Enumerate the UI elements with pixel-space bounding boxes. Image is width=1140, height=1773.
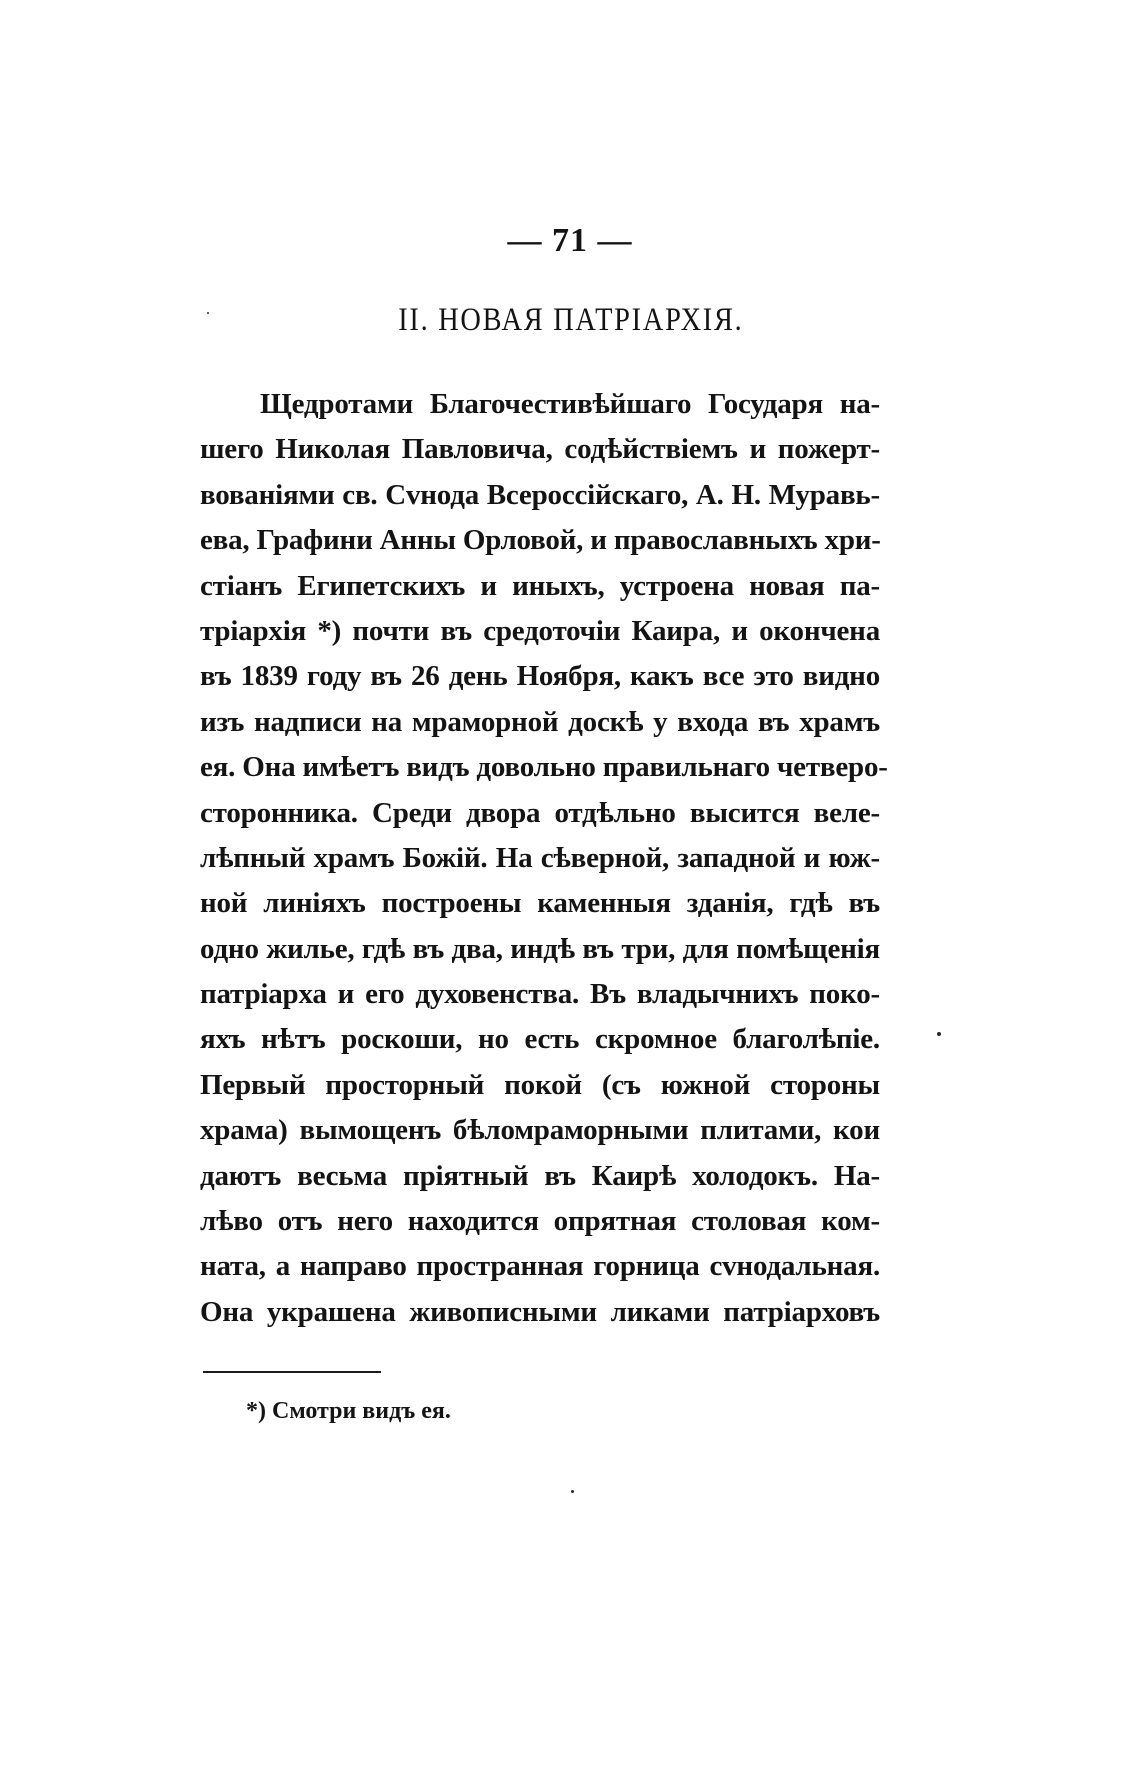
body-line: въ 1839 году въ 26 день Ноября, какъ все это видно bbox=[200, 660, 880, 693]
ink-speck bbox=[571, 1490, 574, 1493]
body-line: одно жилье, гдѣ въ два, индѣ въ три, для помѣщенія bbox=[200, 932, 880, 965]
body-text bbox=[200, 382, 888, 1335]
body-line: ева, Графини Анны Орловой, и православныхъ хри- bbox=[200, 524, 881, 557]
chapter-title: II. НОВАЯ ПАТРІАРХІЯ. bbox=[398, 302, 744, 338]
page-number: — 71 — bbox=[507, 222, 633, 259]
body-line: стіанъ Египетскихъ и иныхъ, устроена новая па- bbox=[200, 569, 880, 602]
body-line: тріархія *) почти въ средоточіи Каира, и окончена bbox=[200, 614, 880, 647]
body-line: ной линіяхъ построены каменныя зданія, гдѣ въ bbox=[200, 887, 880, 920]
body-line: яхъ нѣтъ роскоши, но есть скромное благолѣпіе. bbox=[200, 1023, 880, 1056]
body-line: лѣпный храмъ Божій. На сѣверной, западной и юж- bbox=[200, 841, 880, 874]
body-line: Щедротами Благочестивѣйшаго Государя на- bbox=[260, 388, 880, 420]
body-line: изъ надписи на мраморной доскѣ у входа въ храмъ bbox=[200, 705, 880, 738]
body-line: вованіями св. Сvнода Всероссійскаго, А. Н. Муравь- bbox=[200, 478, 880, 511]
body-line: лѣво отъ него находится опрятная столовая ком- bbox=[200, 1205, 880, 1238]
body-line: патріарха и его духовенства. Въ владычнихъ поко- bbox=[200, 978, 880, 1011]
body-line: сторонника. Среди двора отдѣльно высится веле- bbox=[200, 796, 880, 829]
body-line: Первый просторный покой (съ южной стороны bbox=[200, 1068, 880, 1101]
body-line: ната, а направо пространная горница сvнодальная. bbox=[200, 1250, 880, 1283]
body-line: ея. Она имѣетъ видъ довольно правильнаго четверо- bbox=[200, 751, 888, 784]
body-line: Она украшена живописными ликами патріарховъ bbox=[200, 1295, 880, 1328]
ink-speck bbox=[937, 1032, 941, 1036]
footnote-divider bbox=[203, 1371, 381, 1373]
body-line: храма) вымощенъ бѣломраморными плитами, кои bbox=[200, 1114, 880, 1147]
body-line: шего Николая Павловича, содѣйствіемъ и пожерт- bbox=[200, 433, 880, 466]
body-line: даютъ весьма пріятный въ Каирѣ холодокъ. На- bbox=[200, 1159, 880, 1192]
footnote: *) Смотри видъ ея. bbox=[246, 1398, 451, 1424]
ink-speck bbox=[207, 312, 209, 314]
